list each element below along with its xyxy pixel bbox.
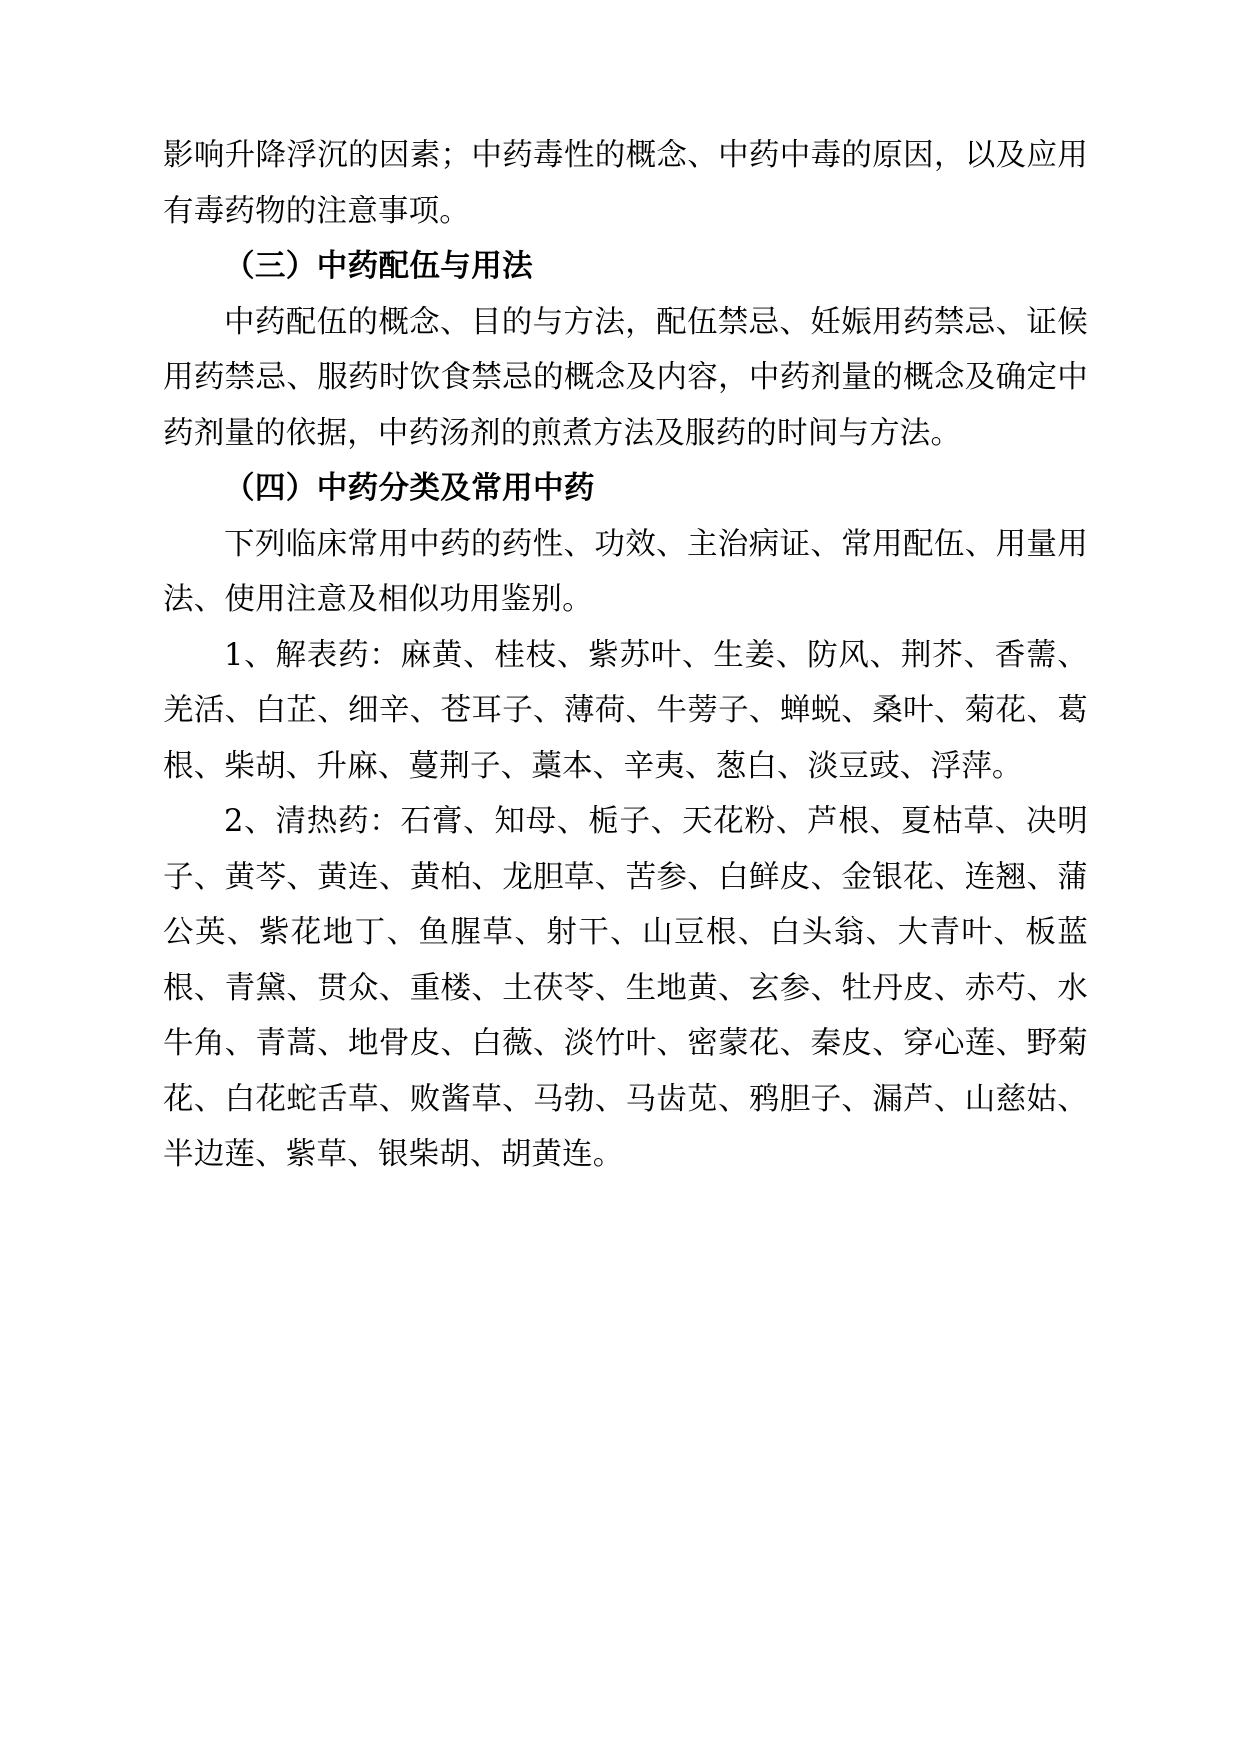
paragraph-continued-toxicity: 影响升降浮沉的因素；中药毒性的概念、中药中毒的原因，以及应用有毒药物的注意事项。 [163,138,1088,229]
heading-section-three: （三）中药配伍与用法 [224,249,533,284]
paragraph-section-three-body: 中药配伍的概念、目的与方法，配伍禁忌、妊娠用药禁忌、证候用药禁忌、服药时饮食禁忌的概念及内容，中药剂量的概念及确定中药剂量的依据，中药汤剂的煎煮方法及服药的时间与方法。 [163,304,1088,451]
paragraph-section-four-body: 下列临床常用中药的药性、功效、主治病证、常用配伍、用量用法、使用注意及相似功用鉴别。 [163,526,1088,617]
list-item-1-jiebiao: 1、解表药：麻黄、桂枝、紫苏叶、生姜、防风、荆芥、香薷、羌活、白芷、细辛、苍耳子、薄荷、牛蒡子、蝉蜕、桑叶、菊花、葛根、柴胡、升麻、蔓荆子、藁本、辛夷、葱白、淡豆豉、浮萍。 [163,637,1088,784]
list-item-2-qingre: 2、清热药：石膏、知母、栀子、天花粉、芦根、夏枯草、决明子、黄芩、黄连、黄柏、龙胆草、苦参、白鲜皮、金银花、连翘、蒲公英、紫花地丁、鱼腥草、射干、山豆根、白头翁、大青叶、板蓝根、青黛、贯众、重楼、土茯苓、生地黄、玄参、牡丹皮、赤芍、水牛角、青蒿、地骨皮、白薇、淡竹叶、密蒙花、秦皮、穿心莲、野菊花、白花蛇舌草、败酱草、马勃、马齿苋、鸦胆子、漏芦、山慈姑、半边莲、紫草、银柴胡、胡黄连。 [163,804,1088,1172]
page-content [163,128,1088,1183]
heading-section-four: （四）中药分类及常用中药 [224,471,595,506]
